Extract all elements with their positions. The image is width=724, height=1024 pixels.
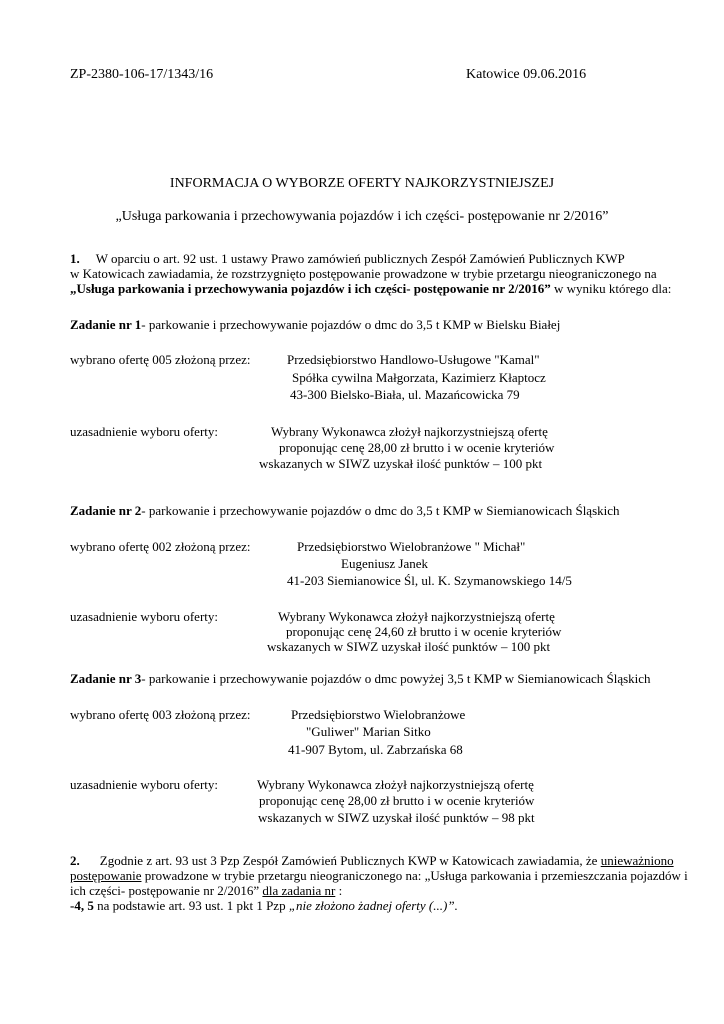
- section-1-number: 1.: [70, 251, 80, 266]
- legal-quote: „nie złożono żadnej oferty (...)”.: [288, 898, 458, 913]
- task-2-heading: [70, 503, 620, 518]
- task-numbers: -4, 5: [70, 898, 94, 913]
- task-1-offer-line-3: 43-300 Bielsko-Biała, ul. Mazańcowicka 79: [290, 387, 520, 402]
- task-3-reason-label: uzasadnienie wyboru oferty:: [70, 777, 219, 792]
- section-2-line-2: [70, 868, 688, 883]
- section-2-colon: :: [335, 883, 343, 898]
- cancelled-text: unieważniono: [600, 853, 674, 868]
- task-3-chosen-label: wybrano ofertę 003 złożoną przez:: [70, 707, 251, 722]
- task-2-offer-line-1: Przedsiębiorstwo Wielobranżowe " Michał": [297, 539, 526, 554]
- section-1-line-3: [70, 281, 671, 296]
- section-2-line-4: [70, 898, 458, 913]
- reference-number: ZP-2380-106-17/1343/16: [70, 67, 214, 82]
- task-3-heading: [70, 671, 651, 686]
- section-1-text-3: w wyniku którego dla:: [550, 281, 672, 296]
- section-2-text-3: ich części- postępowanie nr 2/2016”: [70, 883, 263, 898]
- section-2-number: 2.: [70, 853, 80, 868]
- document-title: INFORMACJA O WYBORZE OFERTY NAJKORZYSTNIEJSZEJ: [169, 176, 555, 191]
- section-2-text-4: na podstawie art. 93 ust. 1 pkt 1 Pzp: [93, 898, 289, 913]
- task-2-reason-label: uzasadnienie wyboru oferty:: [70, 609, 219, 624]
- task-1-chosen-label: wybrano ofertę 005 złożoną przez:: [70, 352, 251, 367]
- task-1-offer-line-1: Przedsiębiorstwo Handlowo-Usługowe "Kamal": [287, 352, 540, 367]
- task-1-offer-line-2: Spółka cywilna Małgorzata, Kazimierz Kłaptocz: [292, 370, 546, 385]
- section-2-line-3: [70, 883, 342, 898]
- task-1-reason-line-1: Wybrany Wykonawca złożył najkorzystniejszą ofertę: [271, 424, 548, 439]
- task-2-label: Zadanie nr 2: [70, 503, 142, 518]
- task-1-reason-line-2: proponując cenę 28,00 zł brutto i w ocenie kryteriów: [279, 440, 555, 455]
- task-2-offer-line-2: Eugeniusz Janek: [341, 556, 429, 571]
- task-3-reason-line-1: Wybrany Wykonawca złożył najkorzystniejszą ofertę: [257, 777, 534, 792]
- section-1-line-1: [70, 251, 625, 266]
- section-1-text-1: W oparciu o art. 92 ust. 1 ustawy Prawo zamówień publicznych Zespół Zamówień Publicznych KWP: [95, 251, 625, 266]
- task-2-offer-line-3: 41-203 Siemianowice Śl, ul. K. Szymanowskiego 14/5: [287, 573, 572, 588]
- task-3-reason-line-2: proponując cenę 28,00 zł brutto i w ocenie kryteriów: [259, 793, 535, 808]
- place-date: Katowice 09.06.2016: [466, 67, 587, 82]
- task-1-label: Zadanie nr 1: [70, 317, 142, 332]
- task-3-offer-line-1: Przedsiębiorstwo Wielobranżowe: [291, 707, 466, 722]
- section-2-text-1: Zgodnie z art. 93 ust 3 Pzp Zespół Zamówień Publicznych KWP w Katowicach zawiadamia, że: [99, 853, 601, 868]
- task-1-desc: - parkowanie i przechowywanie pojazdów o dmc do 3,5 t KMP w Bielsku Białej: [141, 317, 561, 332]
- task-2-reason-line-3: wskazanych w SIWZ uzyskał ilość punktów – 100 pkt: [267, 639, 551, 654]
- document-subtitle: „Usługa parkowania i przechowywania pojazdów i ich części- postępowanie nr 2/2016”: [115, 209, 609, 224]
- task-2-reason-line-2: proponując cenę 24,60 zł brutto i w ocenie kryteriów: [286, 624, 562, 639]
- task-2-reason-line-1: Wybrany Wykonawca złożył najkorzystniejszą ofertę: [278, 609, 555, 624]
- task-3-label: Zadanie nr 3: [70, 671, 142, 686]
- procedure-word: postępowanie: [70, 868, 142, 883]
- task-3-offer-line-3: 41-907 Bytom, ul. Zabrzańska 68: [288, 742, 463, 757]
- task-2-desc: - parkowanie i przechowywanie pojazdów o dmc do 3,5 t KMP w Siemianowicach Śląskich: [141, 503, 620, 518]
- for-task-text: dla zadania nr: [262, 883, 336, 898]
- procedure-name: „Usługa parkowania i przechowywania pojazdów i ich części- postępowanie nr 2/2016”: [70, 281, 551, 296]
- section-1-line-2: w Katowicach zawiadamia, że rozstrzygnięto postępowanie prowadzone w trybie przetargu nieograniczonego na: [70, 266, 657, 281]
- task-2-chosen-label: wybrano ofertę 002 złożoną przez:: [70, 539, 251, 554]
- task-3-reason-line-3: wskazanych w SIWZ uzyskał ilość punktów – 98 pkt: [258, 810, 535, 825]
- task-1-heading: [70, 317, 560, 332]
- section-2-text-2: prowadzone w trybie przetargu nieograniczonego na: „Usługa parkowania i przemieszczania pojazdów i: [141, 868, 688, 883]
- task-1-reason-label: uzasadnienie wyboru oferty:: [70, 424, 219, 439]
- section-2-line-1: [70, 853, 674, 868]
- task-3-offer-line-2: "Guliwer" Marian Sitko: [306, 724, 431, 739]
- task-1-reason-line-3: wskazanych w SIWZ uzyskał ilość punktów – 100 pkt: [259, 456, 543, 471]
- task-3-desc: - parkowanie i przechowywanie pojazdów o dmc powyżej 3,5 t KMP w Siemianowicach Śląskich: [141, 671, 651, 686]
